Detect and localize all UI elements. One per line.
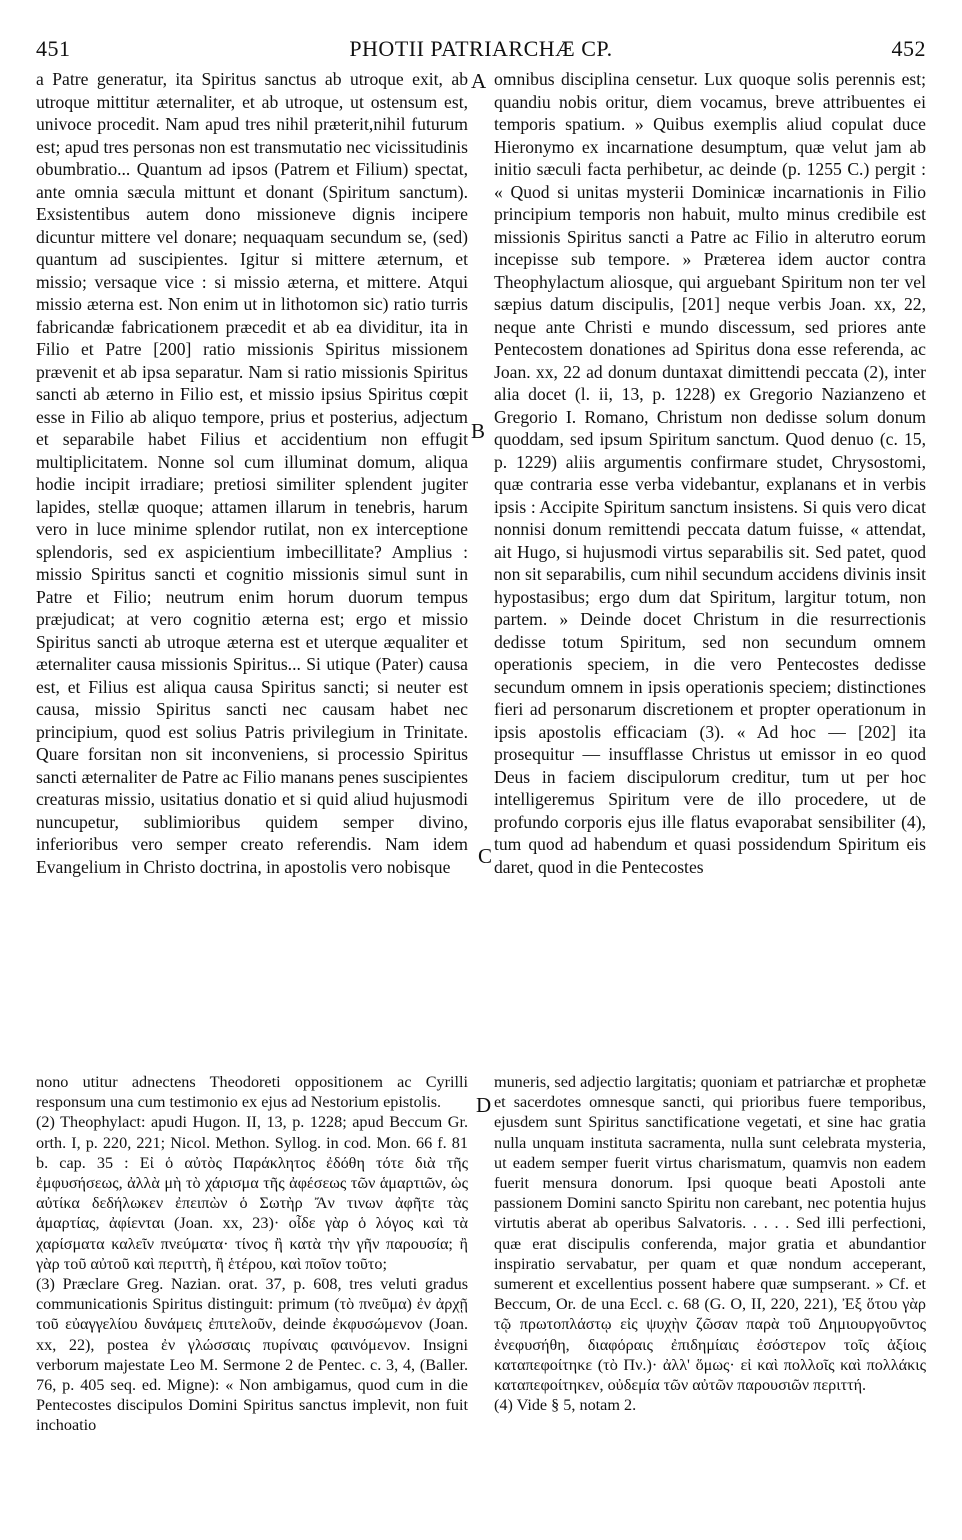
- footnote-4: (4) Vide § 5, notam 2.: [494, 1396, 637, 1415]
- margin-marker-c: C: [478, 844, 493, 868]
- footnotes-right-column: [494, 1072, 926, 1415]
- footnotes-left-column: [36, 1072, 468, 1436]
- margin-marker-a: A: [471, 69, 487, 93]
- main-text-left-column: a Patre generatur, ita Spiritus sanctus ab utroque exit, ab utroque mittitur æternaliter, et ab utroque, ut ostensum est, univoce procedit. Nam apud tres nihil præterit,nihil futurum est; apud tres personas non est transmutatio nec vicissitudinis obumbratio... Quantum ad ipsos (Patrem et Filium) spectat, ante omnia sæcula mittunt et donant (Spiritum sanctum). Exsistentibus autem dono missioneve dignis incipere dicuntur mittere vel donare; nequaquam secundum se, (sed) quantum ad suscipientes. Igitur si mittere æternum, et missio; versaque vice : si missio æterna, et mittere. Atqui missio æterna est. Non enim ut in lithotomon sic) ratio turris fabricandæ fabricationem præcedit et ab ea dividitur, ita in Filio et Patre [200] ratio missionis Spiritus missionem prævenit et ab ipsa separatur. Nam si ratio missionis Spiritus sancti ab æterno in Filio est, et missio ipsius Spiritus cœpit esse in Filio ab aliquo tempore, prius et posterius, adjectum et separabile habet Filius et accidentium non effugit multiplicitatem. Nonne sol cum illuminat domum, aliqua hodie incipit irradiare; pretiosi similiter splendent jugiter lapides, stellæ quoque; attamen illarum in tenebris, harum vero in luce minime splendor rutilat, non ex interceptione splendoris, sed ex aspicientium imbecillitate? Amplius : missio Spiritus sancti et cognitio missionis simul sunt in Patre et Filio; neutrum enim horum duorum tempus præjudicat; at vero cognitio æterna est; ergo et missio Spiritus sancti ab utroque æterna est et uterque æqualiter et æternaliter causa missionis Spiritus... Si utique (Pater) causa est, et Filius est aliqua causa Spiritus sancti; si neuter est causa, missio Spiritus sancti nec causam habet nec principium, quod est solius Patris privilegium in Trinitate. Quare forsitan non sit inconveniens, si processio Spiritus sancti æternaliter de Patre ac Filio manans penes suscipientes creaturas missio, usitatius donatio et si quid aliud hujusmodi nuncupetur, sublimioribus quidem semper divino, inferioribus vero semper creato referendis. Nam idem Evangelium in Christo doctrina, in apostolis vero nobisque: [36, 69, 468, 877]
- footnote-continuation: nono utitur adnectens Theodoreti oppositionem ac Cyrilli responsum una cum testimonio ex ejus ad Nestorium epistolis.: [36, 1073, 468, 1112]
- footnote-3: (3) Præclare Greg. Nazian. orat. 37, p. 608, tres veluti gradus communicationis Spiritus distinguit: primum (τὸ πνεῦμα) ἐν ἀρχῇ τοῦ εὐαγγελίου δυνάμεις ἐπιτελοῦν, deinde ἐκφυσώμενον (Joan. xx, 22), postea ἐν γλώσσαις πυρίναις φαινόμενον. Insigni verborum majestate Leo M. Sermone 2 de Pentec. c. 3, 4, (Baller. 76, p. 405 seq. ed. Migne): « Non ambigamus, quod cum in die Pentecostes discipulos Domini Spiritus sanctus implevit, non fuit inchoatio: [36, 1275, 468, 1435]
- running-header: [36, 36, 926, 64]
- page-number-left: 451: [36, 36, 71, 61]
- footnote-3-continuation: muneris, sed adjectio largitatis; quoniam et patriarchæ et prophetæ et sacerdotes omnesque sancti, qui prioribus fuere temporibus, ejusdem sunt Spiritus sanctificatione vegetati, et sine hac gratia nulla unquam instituta sacramenta, nulla sunt celebrata mysteria, ut eadem semper fuerit virtus charismatum, quamvis non eadem fuerit mensura donorum. Ipsi quoque beati Apostoli ante passionem Domini sancto Spiritu non carebant, nec potentia hujus virtutis aberat ab operibus Salvatoris. . . . . Sed illi perfectioni, quæ erat discipulis conferenda, major gratia et abundantior inspiratio servabatur, per quam et quæ nondum acceperant, sumerent et excellentius possent habere quæ sumpserant. » Cf. et Beccum, Or. de una Eccl. c. 68 (G. O, II, 220, 221), Ἐξ ὅτου γὰρ τῷ πρωτοπλάστῳ εἰς ψυχὴν ζῶσαν παρὰ τοῦ Δημιουργοῦντος ἐνεφυσήθη, διαφόραις ἐπιδημίαις ἐσόστερον τοῖς ἀξίοις καταπεφοίτηκε (τὸ Πν.)· ἀλλ' ὅμως· εἰ καὶ πολλοῖς καὶ πολλάκις καταπεφοίτηκεν, οὐδεμία τῶν αὐτῶν παρουσιῶν περιττή.: [494, 1073, 926, 1395]
- margin-marker-b: B: [471, 419, 486, 443]
- page-number-right: 452: [891, 36, 926, 61]
- footnote-2: (2) Theophylact: apudi Hugon. II, 13, p. 1228; apud Beccum Gr. orth. I, p. 220, 221; Nicol. Methon. Syllog. in cod. Mon. 66 f. 81 b. cap. 35 : Εἰ ὁ αὐτὸς Παράκλητος ἐδόθη τότε διὰ τῆς ἐμφυσήσεως, ἀλλὰ μὴ τὸ χάρισμα τῆς ἀφέσεως τῶν ἁμαρτιῶν, ὡς αὐτίκα δεδήλωκεν ἐπειπὼν ὁ Σωτὴρ Ἄν τινων ἀφῆτε τὰς ἁμαρτίας, ἀφίενται (Joan. xx, 23)· οἶδε γὰρ ὁ λόγος καὶ τὰ χαρίσματα καλεῖν πνεύματα· τίνος ἢ κατὰ τὴν γῆν παρουσία; ἢ γὰρ τοῦ αὐτοῦ καὶ περιττὴ, ἢ ἑτέρου, καὶ ποῖον τοῦτο;: [36, 1113, 468, 1273]
- main-text-right-column: omnibus disciplina censetur. Lux quoque solis perennis est; quandiu nobis oritur, diem vocamus, breve attribuentes ei temporis spatium. » Quibus exemplis aliud copulat duce Hieronymo ex incarnatione desumptum, quæ velut jam ab initio sæculi facta perhibetur, ac deinde (p. 1255 C.) pergit : « Quod si unitas mysterii Dominicæ incarnationis in Filio principium temporis non habuit, multo minus credibile est missionis Spiritus sancti a Patre ac Filio in alterutro eorum incepisse sub tempore. » Præterea idem auctor contra Theophylactum aliosque, qui arguebant Spiritum non ter vel sæpius datum discipulis, [201] neque verbis Joan. xx, 22, neque ante Christi e mundo discessum, sed priores ante Pentecostem donationes ad Spiritus dona esse referenda, ac Joan. xx, 22 ad donum duntaxat dimittendi peccata (2), inter alia docet (l. ii, 13, p. 1228) ex Gregorio Nazianzeno et Gregorio I. Romano, Christum non dedisse solum donum quoddam, sed ipsum Spiritum sanctum. Quod denuo (c. 15, p. 1229) aliis argumentis confirmare studet, Chrysostomi, quæ contraria esse verba videbantur, explanans et in verbis ipsis : Accipite Spiritum sanctum insistens. Si quis vero dicat nonnisi donum remittendi peccata datum fuisse, « attendat, ait Hugo, si hujusmodi virtus separabilis sit. Sed patet, quod non sit separabilis, cum nihil secundum accidens divinis insit hypostasibus; ergo dum dat Spiritum, largitur totum, non partem. » Deinde docet Christum in die resurrectionis dedisse totum Spiritum, sed non secundum omnem operationis speciem, in die vero Pentecostes dedisse secundum omnem in ipsis operationis speciem; distinctiones fieri ad personarum discretionem et propter operationum in ipsis apostolis efficaciam (3). « Ad hoc — [202] ita prosequitur — insufflasse Christus ut emissor in eo quod Deus in faciem discipulorum creditur, tum ut per hoc intelligeremus Spiritum vere de illo procedere, ut de profundo corporis ejus ille flatus evaporabat sensibiliter (4), tum quod ad habendum et quasi possidendum Spiritum eis daret, quod in die Pentecostes: [494, 69, 926, 877]
- margin-marker-d: D: [476, 1093, 492, 1117]
- running-title: PHOTII PATRIARCHÆ CP.: [349, 36, 613, 61]
